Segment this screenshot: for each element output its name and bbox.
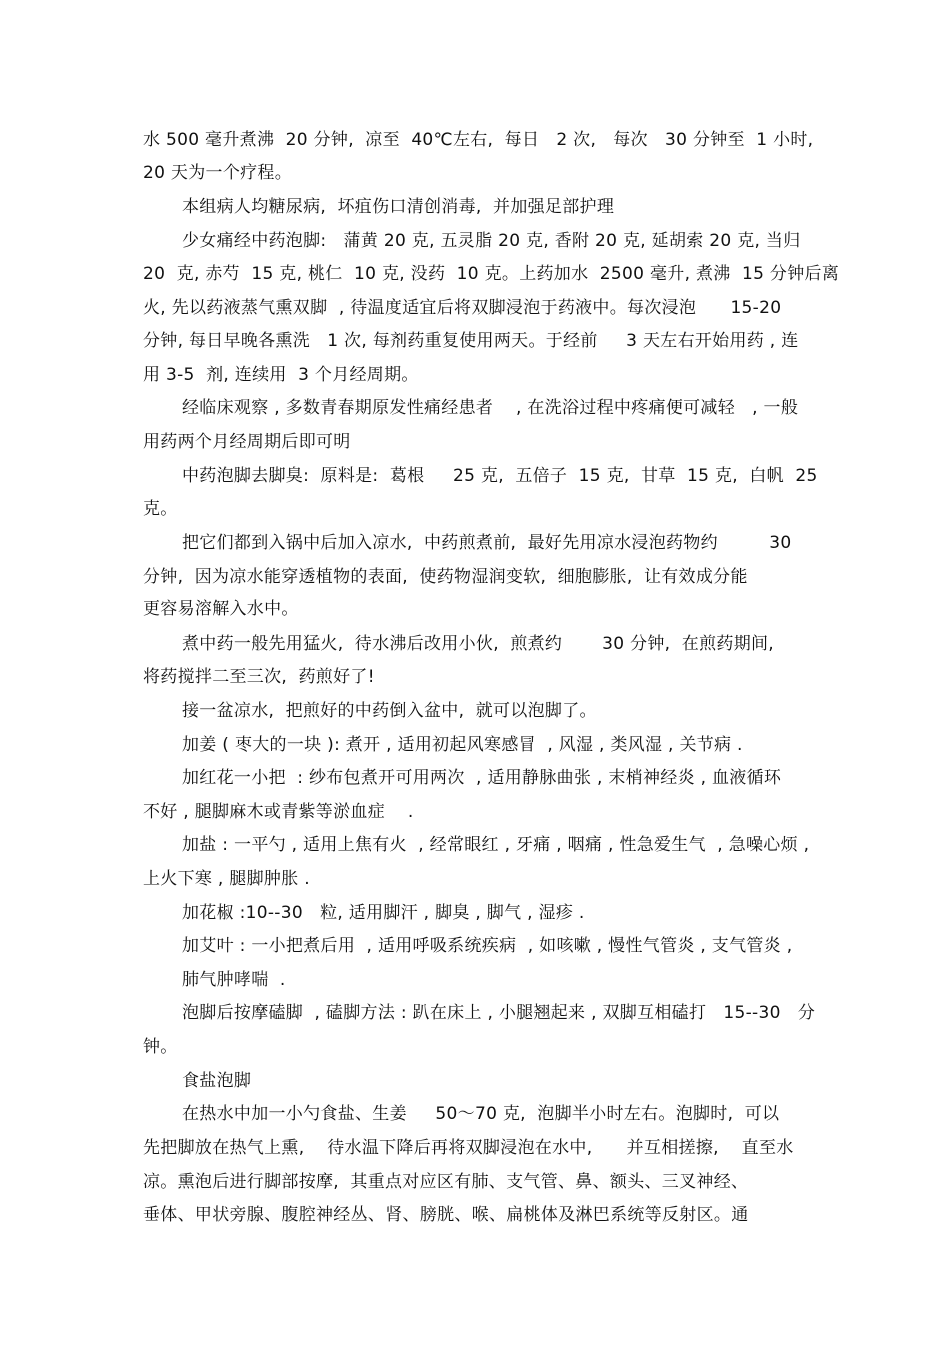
text-line: 分钟, 因为凉水能穿透植物的表面, 使药物湿润变软, 细胞膨胀, 让有效成分能 xyxy=(143,567,748,587)
text-line: 不好 , 腿脚麻木或青紫等淤血症 . xyxy=(143,802,414,822)
text-line: 克。 xyxy=(143,499,178,519)
text-line: 分钟, 每日早晚各熏洗 1 次, 每剂药重复使用两天。于经前 3 天左右开始用药 , 连 xyxy=(143,331,799,351)
text-line: 肺气肿哮喘 . xyxy=(182,970,286,990)
text-line: 凉。熏泡后进行脚部按摩, 其重点对应区有肺、支气管、鼻、额头、三叉神经、 xyxy=(143,1172,749,1192)
text-line: 垂体、甲状旁腺、腹腔神经丛、肾、膀胱、喉、扁桃体及淋巴系统等反射区。通 xyxy=(143,1205,749,1225)
text-line: 泡脚后按摩磕脚 , 磕脚方法 : 趴在床上 , 小腿翘起来 , 双脚互相磕打 15--30 分 xyxy=(182,1003,816,1023)
text-line: 火, 先以药液蒸气熏双脚 , 待温度适宜后将双脚浸泡于药液中。每次浸泡 15-20 xyxy=(143,298,782,318)
text-line: 用 3-5 剂, 连续用 3 个月经周期。 xyxy=(143,365,419,385)
text-line: 将药搅拌二至三次, 药煎好了! xyxy=(143,667,375,687)
text-line: 上火下寒 , 腿脚肿胀 . xyxy=(143,869,310,889)
text-line: 更容易溶解入水中。 xyxy=(143,599,299,619)
text-line: 中药泡脚去脚臭: 原料是: 葛根 25 克, 五倍子 15 克, 甘草 15 克, 白帆 25 xyxy=(182,466,818,486)
text-line: 食盐泡脚 xyxy=(182,1071,252,1091)
text-line: 加花椒 :10--30 粒, 适用脚汗 , 脚臭 , 脚气 , 湿疹 . xyxy=(182,903,585,923)
text-line: 少女痛经中药泡脚: 蒲黄 20 克, 五灵脂 20 克, 香附 20 克, 延胡索 20 克, 当归 xyxy=(182,231,801,251)
text-line: 用药两个月经周期后即可明 xyxy=(143,432,351,452)
text-line: 本组病人均糖尿病, 坏疽伤口清创消毒, 并加强足部护理 xyxy=(182,197,615,217)
text-line: 加艾叶 : 一小把煮后用 , 适用呼吸系统疾病 , 如咳嗽 , 慢性气管炎 , 支气管炎 , xyxy=(182,936,793,956)
text-line: 经临床观察 , 多数青春期原发性痛经患者 , 在洗浴过程中疼痛便可减轻 , 一般 xyxy=(182,398,799,418)
text-line: 把它们都到入锅中后加入凉水, 中药煎煮前, 最好先用凉水浸泡药物约 30 xyxy=(182,533,792,553)
text-line: 20 天为一个疗程。 xyxy=(143,163,293,183)
text-line: 水 500 毫升煮沸 20 分钟, 凉至 40℃左右, 每日 2 次, 每次 30 分钟至 1 小时, xyxy=(143,130,814,150)
text-line: 煮中药一般先用猛火, 待水沸后改用小伙, 煎煮约 30 分钟, 在煎药期间, xyxy=(182,634,774,654)
text-line: 先把脚放在热气上熏, 待水温下降后再将双脚浸泡在水中, 并互相搓擦, 直至水 xyxy=(143,1138,794,1158)
text-line: 接一盆凉水, 把煎好的中药倒入盆中, 就可以泡脚了。 xyxy=(182,701,597,721)
text-line: 加红花一小把 : 纱布包煮开可用两次 , 适用静脉曲张 , 末梢神经炎 , 血液循环 xyxy=(182,768,782,788)
text-line: 加盐 : 一平勺 , 适用上焦有火 , 经常眼红 , 牙痛 , 咽痛 , 性急爱生气 , 急噪心烦 , xyxy=(182,835,810,855)
text-line: 钟。 xyxy=(143,1037,178,1057)
text-line: 20 克, 赤芍 15 克, 桃仁 10 克, 没药 10 克。上药加水 2500 毫升, 煮沸 15 分钟后离 xyxy=(143,264,840,284)
text-line: 加姜 ( 枣大的一块 ): 煮开 , 适用初起风寒感冒 , 风湿 , 类风湿 , 关节病 . xyxy=(182,735,743,755)
text-line: 在热水中加一小勺食盐、生姜 50～70 克, 泡脚半小时左右。泡脚时, 可以 xyxy=(182,1104,780,1124)
